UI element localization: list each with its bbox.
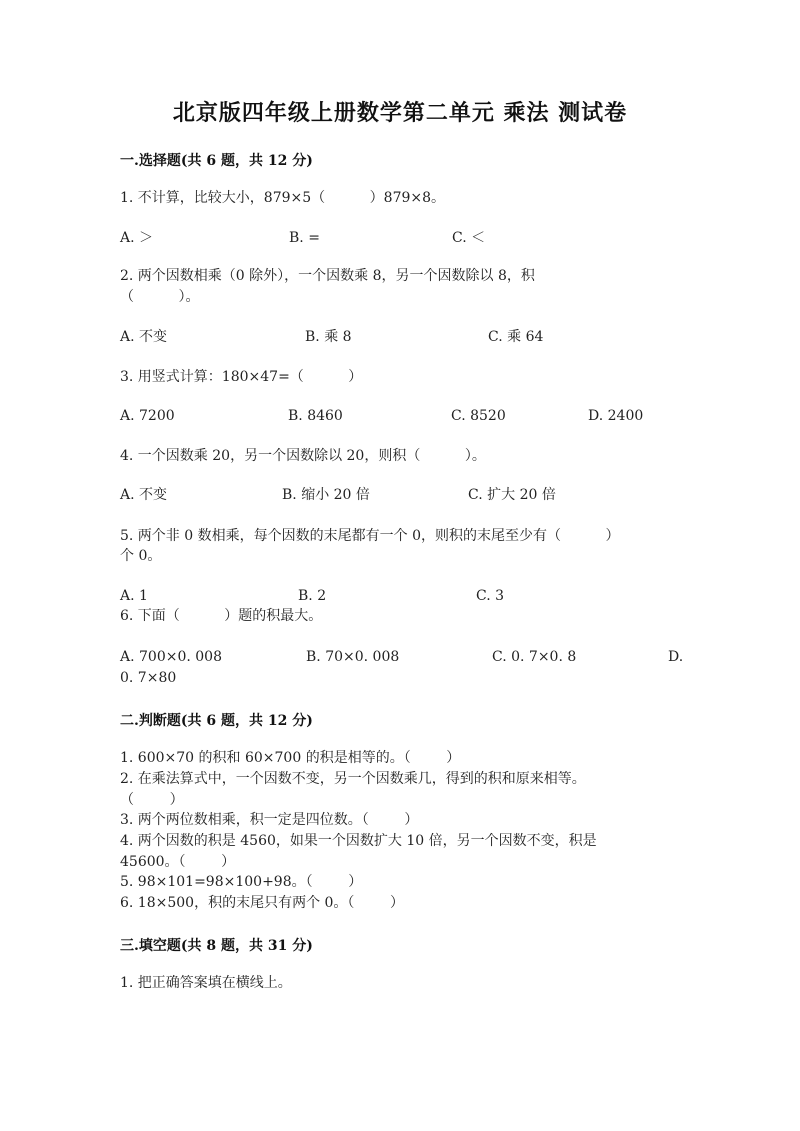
question-2-stem-line1: 2. 两个因数相乘（0 除外），一个因数乘 8，另一个因数除以 8，积 <box>120 268 535 284</box>
judge-item: 4. 两个因数的积是 4560，如果一个因数扩大 10 倍，另一个因数不变，积是 <box>120 833 597 849</box>
judge-item: 2. 在乘法算式中，一个因数不变，另一个因数乘几，得到的积和原来相等。 <box>120 771 586 787</box>
judge-item: 6. 18×500，积的末尾只有两个 0。（ ） <box>120 895 405 911</box>
judge-item: 3. 两个两位数相乘，积一定是四位数。（ ） <box>120 812 419 828</box>
question-3-option-d: D. 2400 <box>588 408 644 424</box>
question-1-option-c: C. ＜ <box>452 230 486 246</box>
section-header-true-false: 二.判断题(共 6 题，共 12 分) <box>120 713 313 729</box>
question-2-option-c: C. 乘 64 <box>488 329 544 345</box>
fill-item: 1. 把正确答案填在横线上。 <box>120 975 292 991</box>
question-2-stem-line2: （ ）。 <box>120 289 200 305</box>
question-1-option-a: A. ＞ <box>120 230 154 246</box>
judge-item: 1. 600×70 的积和 60×700 的积是相等的。（ ） <box>120 750 461 766</box>
section-header-choice: 一.选择题(共 6 题，共 12 分) <box>120 153 313 169</box>
question-3-stem: 3. 用竖式计算：180×47=（ ） <box>120 369 363 385</box>
question-5-option-c: C. 3 <box>476 588 505 604</box>
question-5-stem-line1: 5. 两个非 0 数相乘，每个因数的末尾都有一个 0，则积的末尾至少有（ ） <box>120 528 620 544</box>
judge-item: 45600。（ ） <box>120 854 236 870</box>
section-header-fill-blank: 三.填空题(共 8 题，共 31 分) <box>120 938 313 954</box>
question-5-stem-line2: 个 0。 <box>120 548 162 564</box>
question-5-option-b: B. 2 <box>298 588 327 604</box>
question-2-option-a: A. 不变 <box>120 329 168 345</box>
question-6-option-c: C. 0. 7×0. 8 <box>492 649 577 665</box>
question-3-option-b: B. 8460 <box>288 408 343 424</box>
question-4-option-b: B. 缩小 20 倍 <box>282 487 370 503</box>
question-3-option-a: A. 7200 <box>120 408 175 424</box>
question-5-option-a: A. 1 <box>120 588 148 604</box>
judge-item: 5. 98×101=98×100+98。（ ） <box>120 874 363 890</box>
question-1-stem: 1. 不计算，比较大小，879×5（ ）879×8。 <box>120 190 446 206</box>
question-6-option-b: B. 70×0. 008 <box>306 649 400 665</box>
question-1-option-b: B. = <box>289 230 320 246</box>
question-6-option-d-continued: 0. 7×80 <box>120 670 177 686</box>
question-4-option-a: A. 不变 <box>120 487 168 503</box>
question-6-option-d: D. <box>668 649 684 665</box>
question-4-stem: 4. 一个因数乘 20，另一个因数除以 20，则积（ ）。 <box>120 448 486 464</box>
question-4-option-c: C. 扩大 20 倍 <box>468 487 556 503</box>
question-6-option-a: A. 700×0. 008 <box>120 649 222 665</box>
page-title: 北京版四年级上册数学第二单元 乘法 测试卷 <box>172 100 628 126</box>
question-6-stem: 6. 下面（ ）题的积最大。 <box>120 608 323 624</box>
judge-item: （ ） <box>120 792 184 808</box>
question-2-option-b: B. 乘 8 <box>305 329 352 345</box>
question-3-option-c: C. 8520 <box>451 408 506 424</box>
